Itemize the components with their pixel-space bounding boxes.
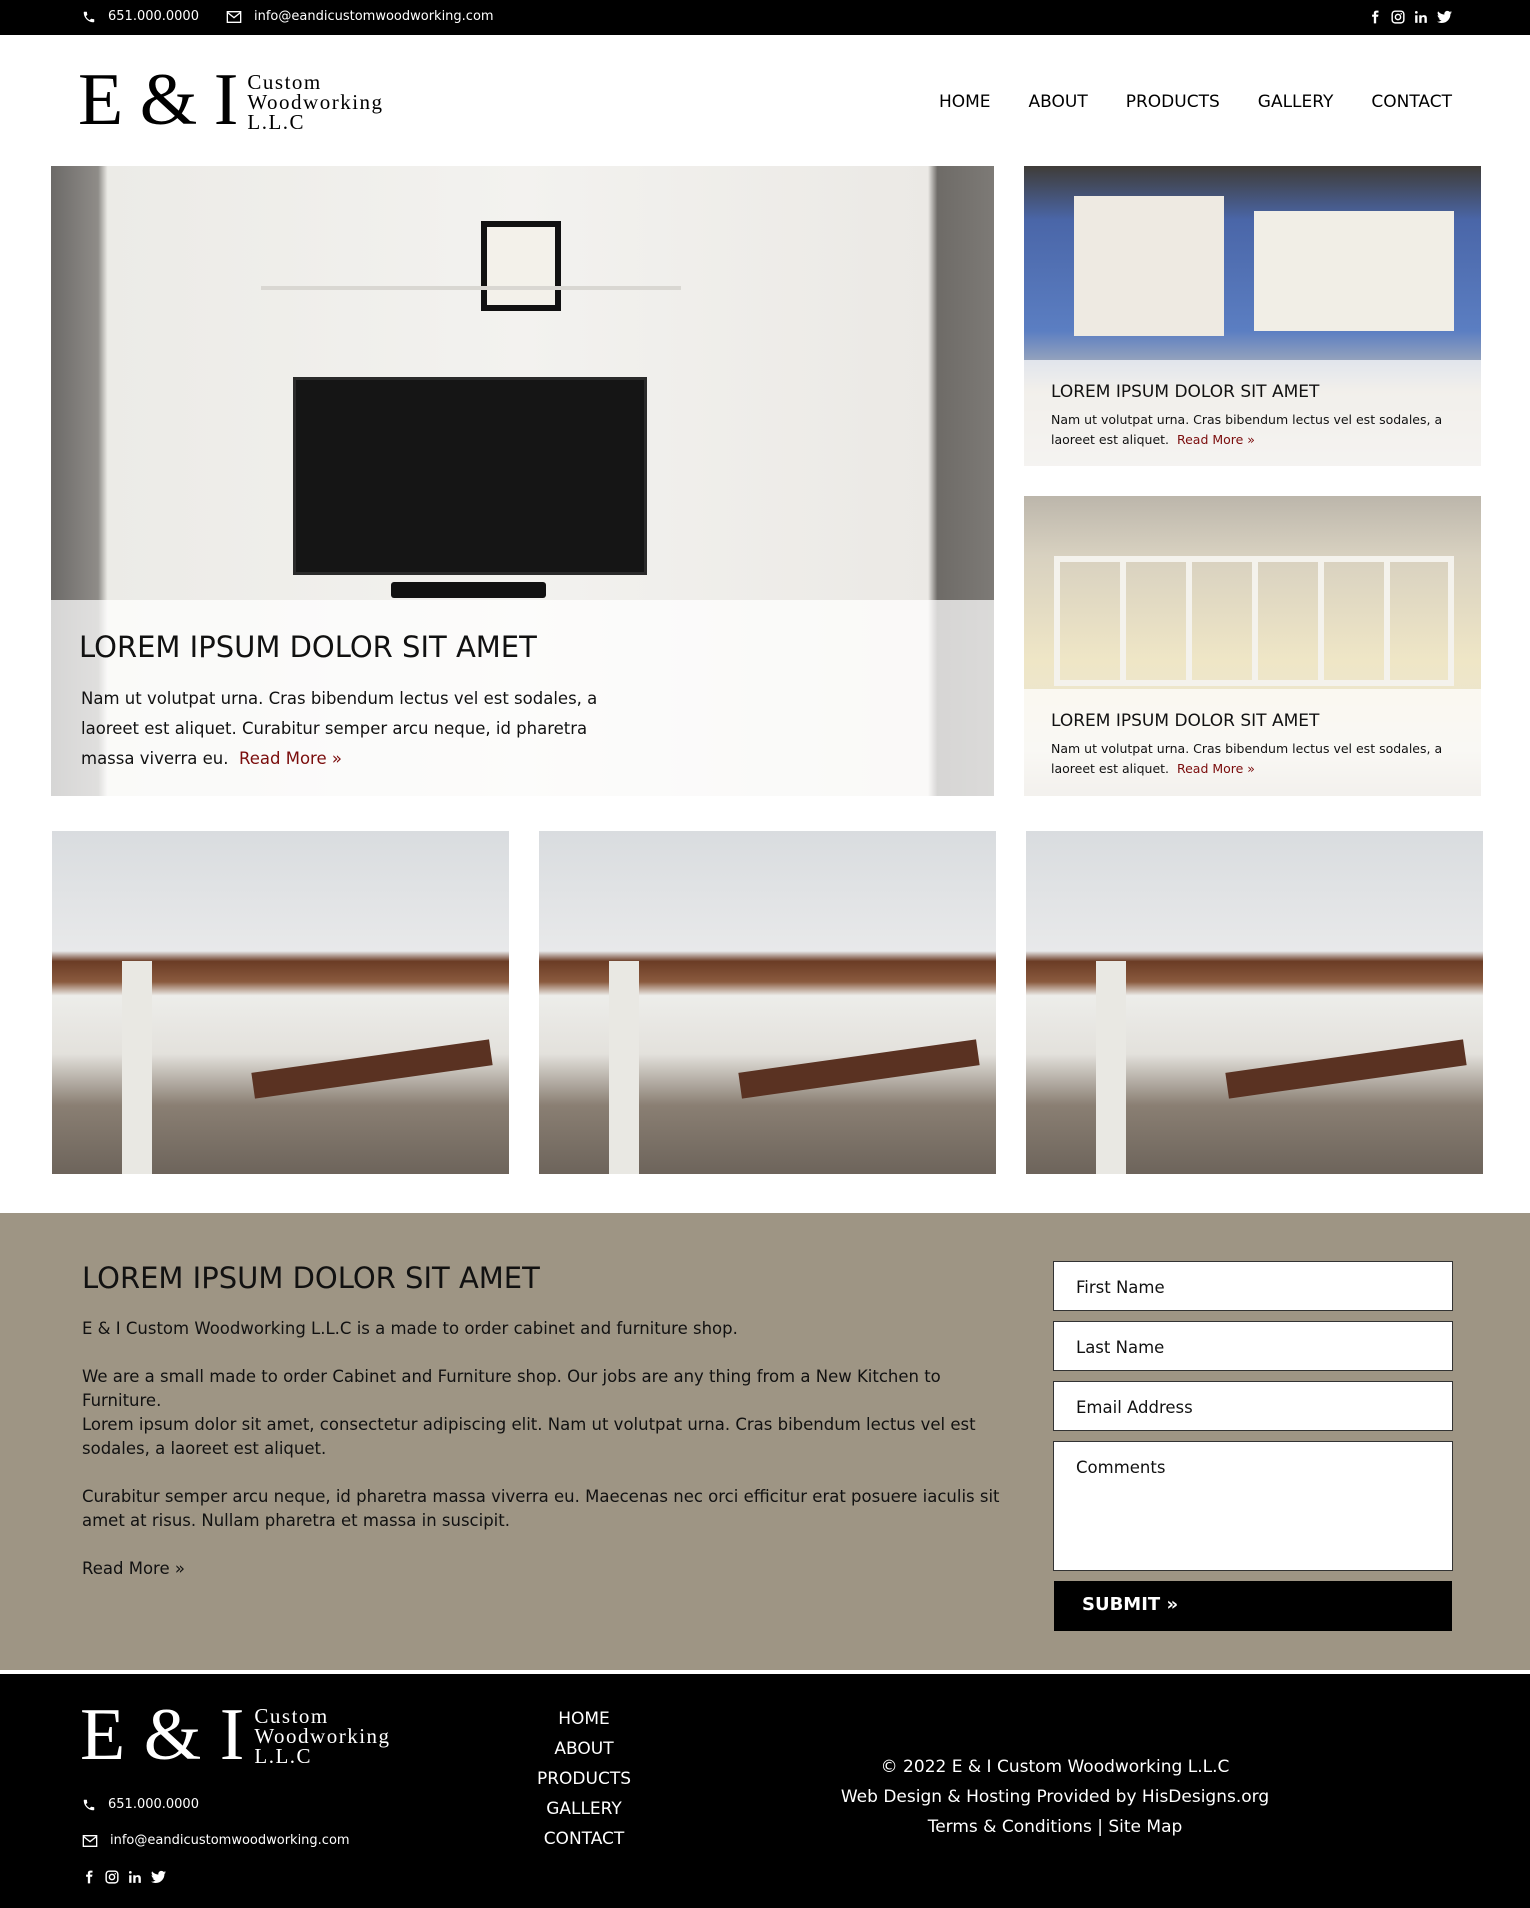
last-name-field[interactable]: Last Name [1053, 1321, 1453, 1371]
submit-button[interactable]: SUBMIT » [1054, 1581, 1452, 1631]
footer-nav-products[interactable]: PRODUCTS [536, 1769, 632, 1789]
hero-caption [51, 600, 994, 796]
side-card-1-read-more-link[interactable]: Read More » [1176, 432, 1255, 447]
footer-nav [484, 1704, 684, 1854]
email-field[interactable]: Email Address [1053, 1381, 1453, 1431]
footer-nav-about[interactable]: ABOUT [554, 1739, 614, 1759]
site-footer [0, 1674, 1530, 1908]
side-card-2-text [1051, 739, 1451, 779]
side-card-kitchen-image [1024, 166, 1481, 466]
envelope-icon [226, 10, 242, 24]
footer-nav-gallery[interactable]: GALLERY [546, 1799, 622, 1819]
logo-line-custom: Custom [247, 70, 322, 94]
phone-icon [82, 1798, 96, 1812]
gallery-image-2[interactable] [539, 831, 996, 1174]
main-nav [939, 92, 1452, 112]
footer-phone-text: 651.000.0000 [108, 1797, 199, 1812]
topbar-social-links [1368, 10, 1452, 24]
nav-about[interactable]: ABOUT [1028, 92, 1088, 112]
footer-info [815, 1752, 1295, 1842]
linkedin-icon[interactable] [1414, 10, 1428, 24]
footer-logo-mark: E & I [80, 1694, 245, 1776]
side-card-2-title: LOREM IPSUM DOLOR SIT AMET [1051, 711, 1320, 731]
hero-text-body: Nam ut volutpat urna. Cras bibendum lectus vel est sodales, a laoreet est aliquet. Curabitur semper arcu neque, id pharetra massa viverra eu. [81, 689, 598, 768]
about-paragraph-1: E & I Custom Woodworking L.L.C is a made to order cabinet and furniture shop. [82, 1319, 738, 1338]
about-paragraph-2: We are a small made to order Cabinet and Furniture shop. Our jobs are any thing from a New Kitchen to Furniture. [82, 1367, 941, 1410]
side-card-2-read-more-link[interactable]: Read More » [1176, 761, 1255, 776]
side-card-2-caption [1024, 689, 1481, 796]
topbar-email-text: info@eandicustomwoodworking.com [254, 9, 494, 24]
footer-nav-contact[interactable]: CONTACT [543, 1829, 625, 1849]
topbar-phone-text: 651.000.0000 [108, 9, 199, 24]
hero-read-more-link[interactable]: Read More » [239, 749, 342, 768]
instagram-icon[interactable] [105, 1870, 119, 1884]
facebook-icon[interactable] [82, 1870, 96, 1884]
side-card-1-caption [1024, 360, 1481, 466]
footer-email-text: info@eandicustomwoodworking.com [110, 1833, 350, 1848]
side-card-1-text [1051, 410, 1451, 450]
hero-image [51, 166, 994, 796]
twitter-icon[interactable] [151, 1870, 166, 1884]
twitter-icon[interactable] [1437, 10, 1452, 24]
picture-frame-shape [481, 221, 561, 311]
phone-icon [82, 10, 96, 24]
logo-line-woodworking: Woodworking [247, 90, 384, 114]
footer-nav-home[interactable]: HOME [558, 1709, 610, 1729]
nav-gallery[interactable]: GALLERY [1257, 92, 1334, 112]
about-paragraph-4: Curabitur semper arcu neque, id pharetra massa viverra eu. Maecenas nec orci efficitur erat posuere iaculis sit amet at risus. Nullam pharetra et massa in suscipit. [82, 1487, 1000, 1530]
footer-social-links [82, 1870, 166, 1884]
footer-email[interactable] [82, 1833, 350, 1848]
logo-mark: E & I [78, 59, 238, 141]
comments-field[interactable]: Comments [1053, 1441, 1453, 1571]
footer-phone[interactable] [82, 1797, 199, 1812]
linkedin-icon[interactable] [128, 1870, 142, 1884]
soundbar-shape [391, 582, 546, 598]
hero-title: LOREM IPSUM DOLOR SIT AMET [79, 630, 537, 664]
gallery-image-1[interactable] [52, 831, 509, 1174]
gallery-image-3[interactable] [1026, 831, 1483, 1174]
side-card-2-body: Nam ut volutpat urna. Cras bibendum lectus vel est sodales, a laoreet est aliquet. [1051, 741, 1443, 776]
side-card-shelves-image [1024, 496, 1481, 796]
topbar-phone[interactable] [82, 9, 199, 24]
footer-logo-line-llc: L.L.C [254, 1744, 313, 1768]
footer-logo-line-custom: Custom [254, 1704, 329, 1728]
footer-credit[interactable]: Web Design & Hosting Provided by HisDesigns.org [840, 1787, 1270, 1807]
nav-home[interactable]: HOME [938, 92, 991, 112]
nav-contact[interactable]: CONTACT [1371, 92, 1452, 112]
topbar-email[interactable] [226, 9, 494, 24]
envelope-icon [82, 1834, 98, 1848]
instagram-icon[interactable] [1391, 10, 1405, 24]
about-read-more-link[interactable]: Read More » [82, 1559, 185, 1578]
first-name-field[interactable]: First Name [1053, 1261, 1453, 1311]
about-title: LOREM IPSUM DOLOR SIT AMET [82, 1261, 540, 1295]
footer-legal-links[interactable]: Terms & Conditions | Site Map [927, 1817, 1183, 1837]
site-logo[interactable] [78, 59, 384, 141]
about-paragraph-3: Lorem ipsum dolor sit amet, consectetur adipiscing elit. Nam ut volutpat urna. Cras bibendum lectus vel est sodales, a laoreet est aliquet. [82, 1415, 976, 1458]
footer-logo[interactable] [80, 1694, 391, 1776]
facebook-icon[interactable] [1368, 10, 1382, 24]
footer-copyright: © 2022 E & I Custom Woodworking L.L.C [880, 1757, 1230, 1777]
tv-shape [293, 377, 647, 575]
footer-logo-line-woodworking: Woodworking [254, 1724, 391, 1748]
hero-text [81, 684, 641, 774]
top-bar [0, 0, 1530, 35]
footer-logo-wordmark [254, 1706, 390, 1766]
nav-products[interactable]: PRODUCTS [1125, 92, 1220, 112]
logo-line-llc: L.L.C [247, 110, 306, 134]
logo-wordmark [247, 72, 383, 132]
side-card-1-title: LOREM IPSUM DOLOR SIT AMET [1051, 382, 1320, 402]
side-card-1-body: Nam ut volutpat urna. Cras bibendum lectus vel est sodales, a laoreet est aliquet. [1051, 412, 1443, 447]
